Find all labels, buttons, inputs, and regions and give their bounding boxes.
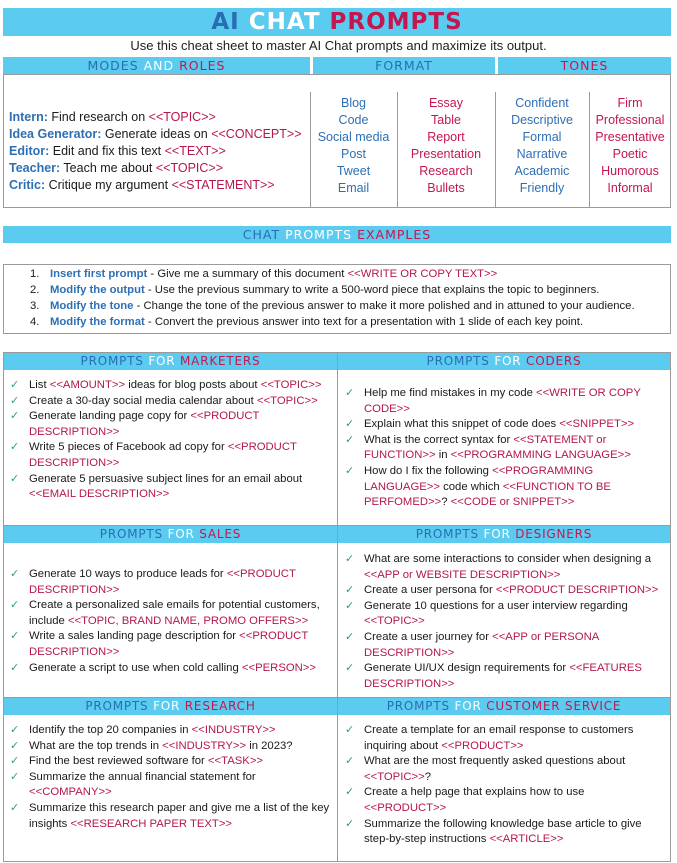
prompt-placeholder: <<APP or WEBSITE DESCRIPTION>> (364, 568, 561, 581)
example-text: - Use the previous summary to write a 500-word piece that explains the topic to beginners. (144, 284, 600, 296)
example-text: - Change the tone of the previous answer to make it more polished and in attuned to your audience. (133, 300, 635, 312)
page-title (3, 8, 671, 36)
format-item: Bullets (427, 181, 465, 195)
section-header-sales (4, 526, 337, 543)
prompt-item (8, 378, 333, 394)
prompt-placeholder: <<INDUSTRY>> (191, 724, 276, 736)
tone-item: Formal (522, 130, 562, 144)
check-icon: ✓ (345, 662, 355, 675)
subtitle: Use this cheat sheet to master AI Chat prompts and maximize its output. (130, 38, 547, 53)
role-text: Generate ideas on (101, 127, 212, 141)
check-icon: ✓ (345, 724, 355, 736)
prompt-text: Summarize the following knowledge base article to give step-by-step instructions (364, 817, 642, 846)
prompt-placeholder: <<CODE or SNIPPET>> (450, 496, 575, 509)
title-part-prompts: PROMPTS (329, 9, 463, 35)
format-item: Essay (428, 96, 464, 110)
prompt-text: Generate 10 questions for a user interview regarding (364, 599, 628, 612)
prompt-item (8, 801, 333, 832)
role-placeholder: <<TOPIC>> (148, 110, 216, 124)
prompt-text: Summarize the annual financial statement for (29, 770, 256, 783)
prompt-item (8, 440, 333, 471)
tones-column-2 (589, 95, 671, 197)
prompt-placeholder: <<PERSON>> (241, 661, 316, 674)
prompt-placeholder: <<FUNCTION TO BE PERFOMED>> (364, 480, 611, 509)
check-icon: ✓ (345, 418, 355, 431)
tone-item: Poetic (612, 147, 648, 161)
prompt-text: How do I fix the following (364, 464, 493, 477)
check-icon: ✓ (10, 410, 20, 423)
format-item: Research (419, 164, 473, 178)
prompt-placeholder: <<PRODUCT DESCRIPTION>> (29, 410, 260, 438)
prompt-placeholder: <<SNIPPET>> (559, 418, 635, 431)
role-placeholder: <<TEXT>> (164, 144, 226, 158)
prompt-placeholder: <<PRODUCT DESCRIPTION>> (29, 441, 297, 469)
prompt-placeholder: <<TOPIC>> (256, 394, 318, 407)
prompt-text: code which (439, 480, 503, 493)
prompt-text: Create a user persona for (364, 584, 496, 597)
role-placeholder: <<TOPIC>> (155, 161, 224, 175)
title-part-ai: AI (211, 9, 249, 35)
role-name: Critic: (9, 178, 46, 192)
prompt-placeholder: <<TOPIC, BRAND NAME, PROMO OFFERS>> (67, 614, 309, 627)
check-icon: ✓ (10, 755, 20, 768)
prompt-text: Write a sales landing page description for (29, 630, 240, 643)
format-column-2 (397, 95, 495, 197)
example-number: 3. (30, 300, 40, 312)
example-name: Modify the tone (50, 300, 134, 312)
prompt-item (343, 754, 669, 785)
role-text: Teach me about (60, 161, 156, 175)
prompt-item (8, 629, 335, 660)
examples-header-chat: CHAT (242, 227, 286, 242)
header-modes: MODES (87, 58, 144, 73)
designers-prompts (343, 552, 669, 692)
role-line (9, 177, 302, 194)
prompt-item (8, 770, 333, 801)
tone-item: Informal (607, 181, 653, 195)
format-item: Presentation (410, 147, 482, 161)
prompt-placeholder: <<ARTICLE>> (489, 833, 564, 846)
prompt-item (343, 723, 669, 754)
prompt-item (343, 386, 669, 417)
check-icon: ✓ (10, 739, 20, 752)
modes-roles-header (3, 57, 310, 74)
prompt-placeholder: <<COMPANY>> (29, 786, 112, 799)
role-name: Teacher: (9, 161, 61, 175)
check-icon: ✓ (10, 441, 20, 454)
divider (337, 352, 338, 862)
prompt-item (343, 552, 669, 583)
prompt-text: Summarize this research paper and give me a list of the key insights (29, 801, 330, 830)
prompt-text: Create a user journey for (364, 630, 493, 643)
prompt-item (343, 433, 669, 464)
example-name: Insert first prompt (50, 268, 148, 280)
role-placeholder: <<CONCEPT>> (211, 127, 302, 141)
check-icon: ✓ (345, 786, 355, 799)
format-item: Email (337, 181, 370, 195)
prompt-item (8, 739, 333, 755)
prompt-placeholder: <<FEATURES DESCRIPTION>> (364, 662, 642, 690)
format-item: Code (338, 113, 369, 127)
coders-prompts (343, 386, 669, 511)
prompt-text: Generate a script to use when cold calling (29, 661, 242, 674)
section-header-word: MARKETERS (180, 354, 261, 368)
check-icon: ✓ (345, 433, 355, 446)
section-header-word: SALES (199, 527, 242, 541)
customer-service-prompts (343, 723, 669, 848)
check-icon: ✓ (345, 817, 355, 830)
roles-list (9, 109, 302, 194)
prompt-item (8, 754, 333, 770)
prompt-placeholder: <<PRODUCT DESCRIPTION>> (29, 568, 296, 596)
prompt-text: What are the top trends in (29, 739, 163, 752)
example-number: 2. (30, 284, 40, 296)
section-header-word: PROMPTS (80, 354, 149, 368)
marketers-prompts (8, 378, 333, 503)
section-header-word: PROMPTS (415, 527, 484, 541)
role-line (9, 160, 302, 177)
role-name: Editor: (9, 144, 50, 158)
role-placeholder: <<STATEMENT>> (171, 178, 275, 192)
prompt-text: What is the correct syntax for (364, 433, 514, 446)
prompt-text: Create a help page that explains how to use (364, 786, 585, 799)
prompt-text: ideas for blog posts about (125, 379, 261, 391)
section-header-word: FOR (167, 527, 200, 541)
section-header-word: CODERS (526, 354, 582, 368)
check-icon: ✓ (10, 724, 20, 736)
prompt-item (8, 598, 335, 629)
prompt-placeholder: <<PRODUCT>> (441, 739, 524, 752)
section-header-word: PROMPTS (85, 699, 154, 713)
prompt-item (8, 409, 333, 440)
prompt-text: Generate 10 ways to produce leads for (29, 568, 227, 580)
prompt-placeholder: <<PROGRAMMING LANGUAGE>> (450, 449, 631, 462)
format-item: Tweet (336, 164, 371, 178)
prompt-item (343, 817, 669, 848)
format-item: Table (431, 113, 461, 127)
format-header (313, 57, 495, 74)
prompt-placeholder: <<TASK>> (207, 755, 264, 768)
prompt-item (343, 599, 669, 630)
check-icon: ✓ (345, 630, 355, 643)
section-header-word: DESIGNERS (515, 527, 593, 541)
role-line (9, 143, 302, 160)
prompt-placeholder: <<STATEMENT or FUNCTION>> (364, 433, 607, 462)
prompt-text: What are the most frequently asked questions about (364, 755, 626, 768)
prompt-text: Generate landing page copy for (29, 410, 191, 423)
prompt-item (8, 661, 335, 677)
check-icon: ✓ (10, 599, 20, 612)
role-text: Edit and fix this text (49, 144, 165, 158)
prompt-placeholder: <<TOPIC>> (260, 379, 322, 391)
tone-item: Academic (514, 164, 570, 178)
examples-list (30, 266, 635, 330)
examples-header-examples: EXAMPLES (357, 227, 432, 242)
prompt-item (8, 472, 333, 503)
prompt-text: ? (424, 770, 432, 783)
example-name: Modify the format (50, 316, 145, 328)
prompt-text: Explain what this snippet of code does (364, 418, 560, 431)
format-item: Post (340, 147, 366, 161)
prompt-text: in 2023? (246, 739, 293, 752)
tones-column-1 (495, 95, 589, 197)
prompt-text: Write 5 pieces of Facebook ad copy for (29, 441, 228, 454)
prompt-placeholder: <<RESEARCH PAPER TEXT>> (70, 817, 233, 830)
example-text: - Convert the previous answer into text for a presentation with 1 slide of each key point. (144, 316, 584, 328)
example-text: - Give me a summary of this document (147, 268, 348, 280)
example-item (30, 298, 635, 314)
sales-prompts (8, 567, 335, 676)
title-part-chat: CHAT (248, 9, 330, 35)
tone-item: Narrative (516, 147, 568, 161)
role-text: Critique my argument (45, 178, 172, 192)
section-header-customer-service (338, 698, 670, 715)
examples-header (3, 226, 671, 243)
check-icon: ✓ (345, 755, 355, 768)
tone-item: Professional (595, 113, 665, 127)
tone-item: Confident (515, 96, 569, 110)
prompt-text: Create a personalized sale emails for potential customers, include (29, 599, 320, 627)
prompt-item (343, 583, 669, 599)
example-number: 1. (30, 268, 40, 280)
check-icon: ✓ (10, 770, 20, 783)
prompt-placeholder: <<AMOUNT>> (49, 379, 126, 391)
section-header-coders (338, 353, 670, 370)
example-number: 4. (30, 316, 40, 328)
section-header-word: CUSTOMER SERVICE (486, 699, 622, 713)
section-header-research (4, 698, 337, 715)
prompt-text: in (435, 449, 451, 462)
tones-header (498, 57, 671, 74)
header-format: FORMAT (375, 58, 433, 73)
prompt-item (8, 723, 333, 739)
prompt-placeholder: <<PRODUCT DESCRIPTION>> (29, 630, 309, 658)
prompt-item (343, 785, 669, 816)
prompt-placeholder: <<TOPIC>> (364, 615, 425, 628)
section-header-designers (338, 526, 670, 543)
section-header-word: FOR (494, 354, 527, 368)
prompt-placeholder: <<TOPIC>> (364, 770, 425, 783)
prompt-text: Find the best reviewed software for (29, 755, 208, 768)
format-item: Blog (340, 96, 367, 110)
section-header-marketers (4, 353, 337, 370)
format-column-1 (310, 95, 397, 197)
prompt-text: Generate 5 persuasive subject lines for an email about (29, 472, 303, 485)
example-item (30, 314, 635, 330)
examples-header-prompts: PROMPTS (285, 227, 358, 242)
prompt-placeholder: <<EMAIL DESCRIPTION>> (29, 488, 170, 501)
section-header-word: PROMPTS (99, 527, 168, 541)
section-header-word: PROMPTS (426, 354, 495, 368)
prompt-text: What are some interactions to consider when designing a (364, 553, 651, 565)
prompt-text: Generate UI/UX design requirements for (364, 662, 570, 675)
section-header-word: RESEARCH (184, 699, 256, 713)
prompt-text: Identify the top 20 companies in (29, 724, 192, 736)
prompt-placeholder: <<APP or PERSONA DESCRIPTION>> (364, 630, 599, 659)
section-header-word: FOR (148, 354, 181, 368)
check-icon: ✓ (10, 801, 20, 814)
prompt-text: Help me find mistakes in my code (364, 387, 537, 399)
role-name: Idea Generator: (9, 127, 102, 141)
tone-item: Firm (617, 96, 643, 110)
role-line (9, 126, 302, 143)
prompt-item (8, 394, 333, 410)
tone-item: Friendly (519, 181, 565, 195)
prompt-placeholder: <<PRODUCT DESCRIPTION>> (495, 584, 659, 597)
check-icon: ✓ (345, 387, 355, 399)
prompt-placeholder: <<PROGRAMMING LANGUAGE>> (364, 464, 594, 493)
header-roles: ROLES (179, 58, 226, 73)
check-icon: ✓ (345, 464, 355, 477)
check-icon: ✓ (10, 661, 20, 674)
tone-item: Presentative (595, 130, 665, 144)
check-icon: ✓ (10, 394, 20, 407)
prompt-item (343, 661, 669, 692)
prompt-item (343, 630, 669, 661)
prompt-item (8, 567, 335, 598)
check-icon: ✓ (345, 584, 355, 597)
section-header-word: FOR (483, 527, 516, 541)
role-line (9, 109, 302, 126)
header-tones: TONES (560, 58, 609, 73)
check-icon: ✓ (10, 568, 20, 580)
prompt-text: Create a template for an email response to customers inquiring about (364, 724, 634, 752)
prompt-item (343, 417, 669, 433)
prompt-text: List (29, 379, 50, 391)
tone-item: Descriptive (511, 113, 573, 127)
prompt-text: Create a 30-day social media calendar about (29, 394, 257, 407)
check-icon: ✓ (345, 553, 355, 565)
tone-item: Humorous (601, 164, 659, 178)
check-icon: ✓ (10, 472, 20, 485)
check-icon: ✓ (10, 630, 20, 643)
header-and: AND (143, 58, 180, 73)
format-item: Report (427, 130, 465, 144)
section-header-word: FOR (153, 699, 185, 713)
example-item (30, 266, 635, 282)
role-name: Intern: (9, 110, 48, 124)
prompt-placeholder: <<PRODUCT>> (364, 801, 447, 814)
research-prompts (8, 723, 333, 832)
prompt-placeholder: <<INDUSTRY>> (162, 739, 247, 752)
example-name: Modify the output (50, 284, 145, 296)
section-header-word: PROMPTS (386, 699, 455, 713)
prompt-text: ? (441, 496, 451, 509)
format-item: Social media (317, 130, 390, 144)
prompt-item (343, 464, 669, 511)
check-icon: ✓ (10, 379, 20, 391)
prompt-placeholder: <<WRITE OR COPY CODE>> (364, 387, 641, 415)
example-item (30, 282, 635, 298)
role-text: Find research on (47, 110, 149, 124)
section-header-word: FOR (454, 699, 487, 713)
check-icon: ✓ (345, 599, 355, 612)
example-placeholder: <<WRITE OR COPY TEXT>> (347, 268, 498, 280)
